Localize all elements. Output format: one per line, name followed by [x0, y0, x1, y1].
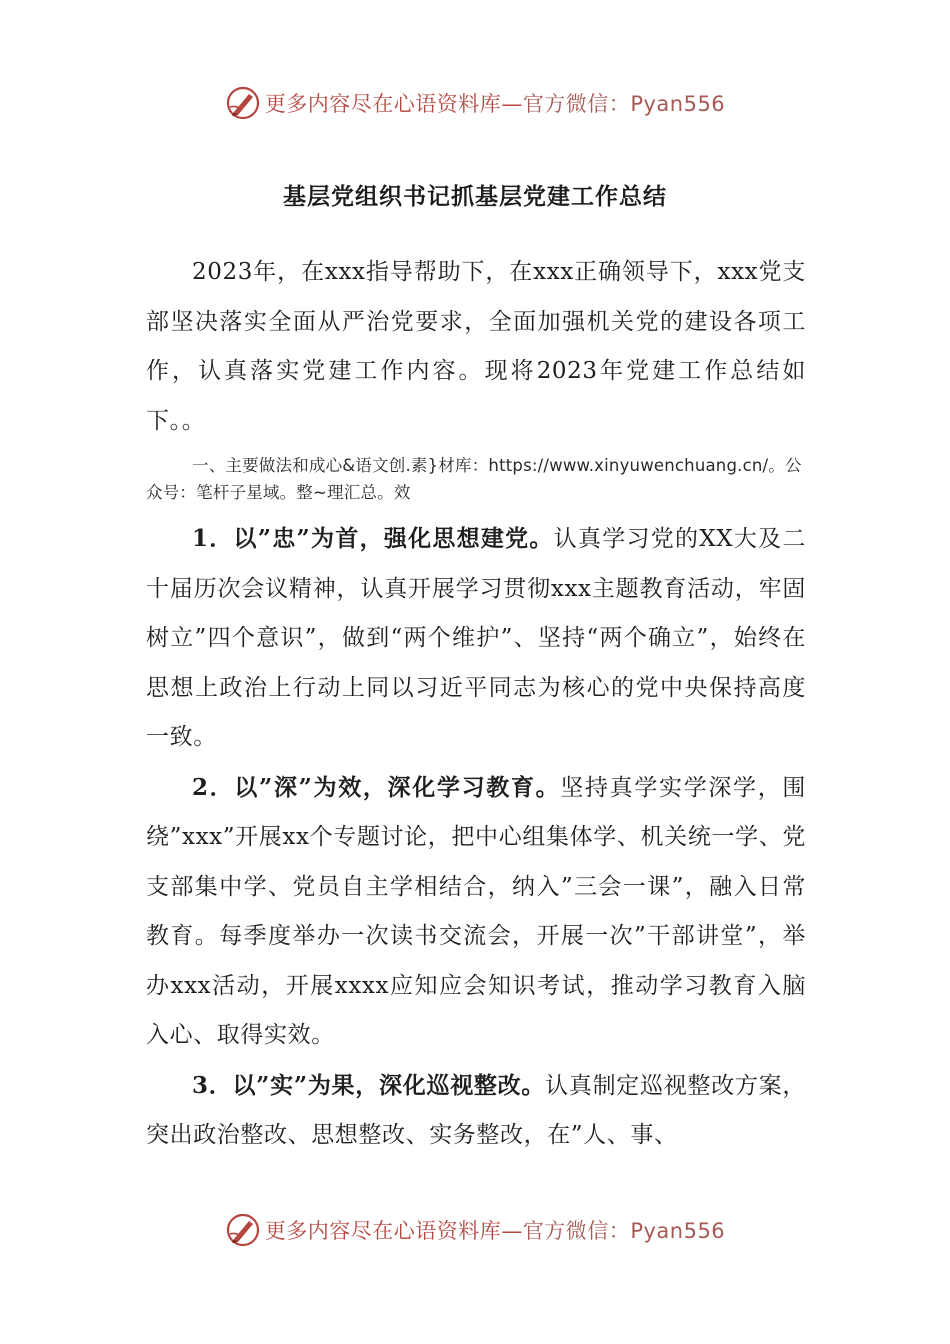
watermark-wechat-label: 官方微信： — [522, 92, 631, 116]
watermark-dash: — — [501, 92, 523, 116]
watermark-text — [265, 88, 725, 118]
section-2-heading: 2．以”深”为效，深化学习教育。 — [192, 773, 561, 801]
watermark-site-name: 更多内容尽在心语资料库 — [264, 92, 502, 116]
intro-paragraph: 2023年，在xxx指导帮助下，在xxx正确领导下，xxx党支部坚决落实全面从严治党要求，全面加强机关党的建设各项工作，认真落实党建工作内容。现将2023年党建工作总结如下。。 — [146, 259, 806, 434]
section-2-body: 坚持真学实学深学，围绕”xxx”开展xx个专题讨论，把中心组集体学、机关统一学、党支部集中学、党员自主学相结合，纳入”三会一课”，融入日常教育。每季度举办一次读书交流会，开展一次”干部讲堂”，举办xxx活动，开展xxxx应知应会知识考试，推动学习教育入脑入心、取得实效。 — [146, 774, 807, 1048]
pen-logo-icon — [225, 1212, 261, 1248]
watermark-dash: — — [501, 1219, 523, 1243]
document-title: 基层党组织书记抓基层党建工作总结 — [283, 183, 667, 210]
section-1-body: 认真学习党的XX大及二十届历次会议精神，认真开展学习贯彻xxx主题教育活动，牢固树立”四个意识”，做到“两个维护”、坚持“两个确立”，始终在思想上政治上行动上同以习近平同志为核心的党中央保持高度一致。 — [146, 526, 807, 750]
document-body — [146, 248, 806, 1161]
watermark-banner-bottom — [0, 1205, 950, 1255]
watermark-wechat-label: 官方微信： — [522, 1219, 631, 1243]
section-3-body: 认真制定巡视整改方案，突出政治整改、思想整改、实务整改，在”人、事、 — [146, 1072, 807, 1148]
section-3-paragraph — [146, 1061, 806, 1161]
section-1-paragraph — [146, 514, 806, 763]
watermark-banner-top — [0, 78, 950, 128]
section-note: 一、主要做法和成心&语文创.素}材库：https://www.xinyuwenchuang.cn/。公众号：笔杆子星域。整~理汇总。效 — [146, 456, 802, 502]
pen-logo-icon — [225, 85, 261, 121]
watermark-wechat-id: Pyan556 — [630, 92, 726, 116]
section-1-heading: 1．以”忠”为首，强化思想建党。 — [192, 525, 554, 552]
watermark-site-name: 更多内容尽在心语资料库 — [264, 1219, 502, 1243]
watermark-wechat-id: Pyan556 — [630, 1219, 726, 1243]
section-2-paragraph — [146, 763, 806, 1061]
section-3-heading: 3．以”实”为果，深化巡视整改。 — [192, 1071, 546, 1099]
watermark-text — [265, 1215, 725, 1245]
